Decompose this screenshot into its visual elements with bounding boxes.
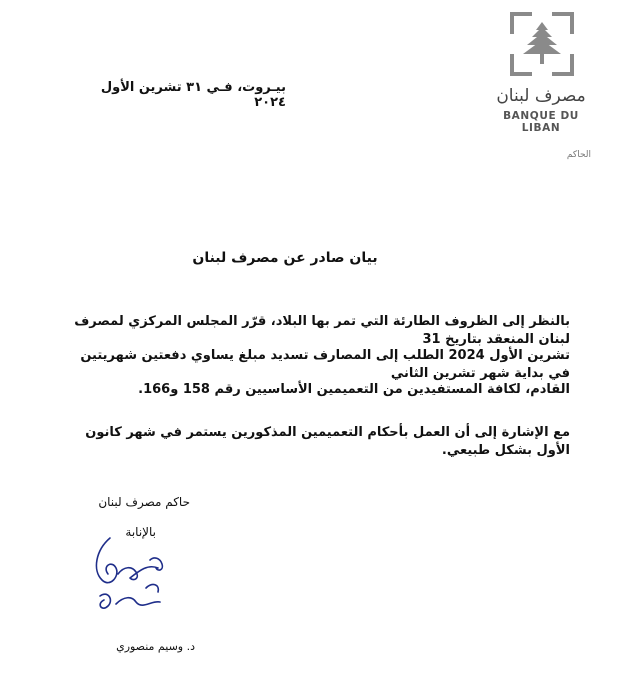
statement-paragraph-1 <box>70 313 570 415</box>
signatory-title: حاكم مصرف لبنان <box>98 495 190 509</box>
date-line: بيـروت، فـي ٣١ تشرين الأول ٢٠٢٤ <box>100 80 286 110</box>
paragraph-line: بالنظر إلى الظروف الطارئة التي تمر بها البلاد، قرّر المجلس المركزي لمصرف لبنان المنعقد بتاريخ 31 <box>74 314 570 347</box>
signature-scribble <box>88 530 184 620</box>
bank-name-arabic: مصرف لبنان <box>496 86 586 106</box>
signatory-name: د. وسيم منصوري <box>116 640 195 653</box>
bank-name-english: BANQUE DU LIBAN <box>503 110 579 134</box>
bank-logo <box>510 12 574 76</box>
paragraph-line: القادم، لكافة المستفيدين من التعميمين الأساسيين رقم 158 و166. <box>138 382 570 397</box>
statement-title: بيان صادر عن مصرف لبنان <box>192 250 378 266</box>
office-label: الحاكم <box>566 150 591 160</box>
cedar-tree-icon <box>510 12 574 76</box>
handwritten-signature <box>88 530 184 620</box>
statement-paragraph-2: مع الإشارة إلى أن العمل بأحكام التعميمين المذكورين يستمر في شهر كانون الأول بشكل طبيعي. <box>85 425 570 458</box>
proxy-label: بالإنابة <box>125 525 156 539</box>
paragraph-line: تشرين الأول 2024 الطلب إلى المصارف تسديد مبلغ يساوي دفعتين شهريتين في بداية شهر تشرين الثاني <box>80 348 570 381</box>
